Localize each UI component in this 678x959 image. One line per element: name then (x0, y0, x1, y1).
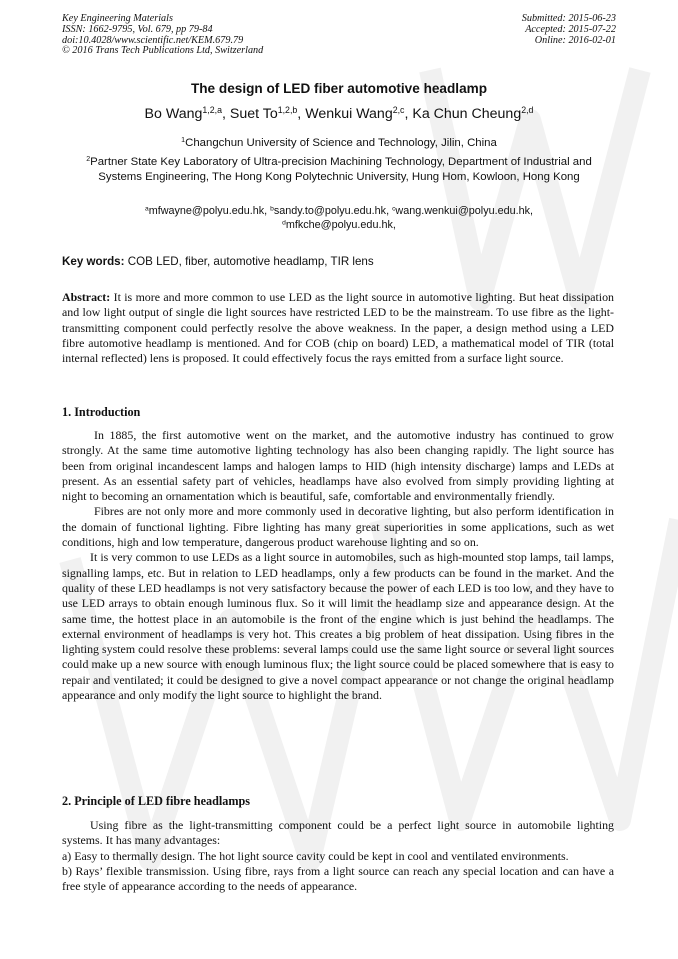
email-list: $^a$mfwayne@polyu.edu.hk, $^b$sandy.to@polyu.edu.hk, $^c$wang.wenkui@polyu.edu.hk, $^d$mfkche@polyu.edu.hk, (144, 205, 534, 231)
author-affiliation-marker: 1,2,a (202, 105, 222, 116)
journal-copyright: © 2016 Trans Tech Publications Ltd, Switzerland (62, 45, 264, 57)
affiliation-text: Partner State Key Laboratory of Ultra-precision Machining Technology, Department of Industrial and Systems Engineering, The Hong Kong Polytechnic University, Hung Hom, Kowloon, Hong Kong (90, 156, 592, 183)
section-body (62, 818, 614, 894)
dates-header (522, 14, 616, 46)
list-item: a) Easy to thermally design. The hot light source cavity could be kept in cool and ventilated environments. (62, 848, 569, 863)
online-date: Online: 2016-02-01 (534, 34, 616, 46)
author-affiliation-marker: 2,c (392, 105, 405, 116)
section-heading: 1. Introduction (62, 405, 141, 419)
affiliation (70, 136, 608, 151)
affiliation-marker: 2 (86, 156, 91, 164)
author-affiliation-marker: 2,d (521, 105, 534, 116)
journal-name: Key Engineering Materials (62, 13, 173, 24)
author-name: Suet To (229, 106, 278, 122)
keywords-text: COB LED, fiber, automotive headlamp, TIR lens (127, 255, 374, 268)
section-heading: 2. Principle of LED fibre headlamps (62, 794, 251, 808)
abstract (62, 290, 614, 366)
keywords (62, 255, 614, 268)
accepted-date: Accepted: 2015-07-22 (525, 23, 616, 35)
email-marker: a (144, 205, 149, 213)
paragraph: Using fibre as the light-transmitting component could be a perfect light source in automobile lighting systems. It has many advantages: (62, 818, 614, 848)
paper-title: The design of LED fiber automotive headlamp (190, 81, 488, 96)
affiliation (70, 155, 608, 184)
abstract-text: It is more and more common to use LED as the light source in automotive lighting. But heat dissipation and low light output of single die light sources have restricted LED to be the mainstream. To use fibre as the light-transmitting component could perfectly resolve the above weakness. In the paper, a design method using a LED fibre automotive headlamp is mentioned. And for COB (chip on board) LED, a mathematical model of TIR (total internal reflected) lens is proposed. It could effectively focus the rays emitted from a surface light source. (62, 290, 614, 366)
keywords-label: Key words: (62, 255, 125, 268)
affiliation-marker: 1 (181, 137, 186, 145)
paragraph: It is very common to use LEDs as a light source in automobiles, such as high-mounted stop lamps, tail lamps, signalling lamps, etc. But in relation to LED headlamps, only a few products can be found in the market. And the quality of these LED headlamps is not very satisfactory because the power of each LED is too low, and they have to use LED arrays to obtain enough luminous flux. So it will limit the headlamp size and appearance design. At the same time, the hottest place in an automobile is the front of the engine which is just behind the headlamps. The external environment of headlamps is very hot. This creates a big problem of heat dissipation. Using fibres in the lighting system could resolve these problems: several lamps could use the same light source or several light sources could make up a new source with enough luminous flux; the light source could be placed somewhere that is easy to repair and ventilated; it could be designed to give a novel compact appearance or not change the original headlamp appearance and only modify the light source to highlight the brand. (62, 550, 614, 703)
submitted-date: Submitted: 2015-06-23 (521, 13, 616, 24)
journal-doi: doi:10.4028/www.scientific.net/KEM.679.79 (62, 34, 244, 46)
email-marker: c (392, 205, 396, 213)
email-link[interactable]: mfkche@polyu.edu.hk (285, 218, 393, 231)
abstract-label: Abstract: (62, 290, 111, 304)
email-marker: d (282, 218, 286, 226)
email-link[interactable]: sandy.to@polyu.edu.hk (273, 205, 387, 217)
email-marker: b (270, 205, 274, 213)
list-item: b) Rays’ flexible transmission. Using fibre, rays from a light source can reach any special location and can have a free style of appearance according to the needs of appearance. (62, 863, 614, 894)
author-name: Wenkui Wang (305, 106, 393, 122)
paragraph: In 1885, the first automotive went on the market, and the automotive industry has continued to grow strongly. At the same time automotive lighting technology has also been changing rapidly. The light source has been from original incandescent lamps and halogen lamps to HID (high intensity discharge) lamps and LEDs at present. As an essential safety part of vehicles, headlamps have also evolved from simply providing lighting at night to becoming an ornamentation which is beautiful, safe, comfortable and environmentally friendly. (62, 428, 614, 504)
affiliation-text: Changchun University of Science and Technology, Jilin, China (185, 137, 497, 149)
journal-issn: ISSN: 1662-9795, Vol. 679, pp 79-84 (62, 23, 213, 35)
author-name: Bo Wang (144, 106, 203, 122)
email-link[interactable]: wang.wenkui@polyu.edu.hk (395, 205, 531, 217)
author-list: Bo Wang$^{1,2,a}$, Suet To$^{1,2,b}$, Wenkui Wang$^{2,c}$, Ka Chun Cheung$^{2,d}$ (144, 105, 534, 122)
journal-header (62, 14, 263, 57)
email-link[interactable]: mfwayne@polyu.edu.hk (148, 205, 265, 217)
author-name: Ka Chun Cheung (412, 106, 522, 122)
section-body (62, 428, 614, 703)
paragraph: Fibres are not only more and more commonly used in decorative lighting, but also perform identification in the domain of functional lighting. Fibre lighting has many great superiorities in some applications, such as wet conditions, high and low temperature, dangerous product warehouse lighting and so on. (62, 504, 614, 550)
author-affiliation-marker: 1,2,b (277, 105, 298, 116)
